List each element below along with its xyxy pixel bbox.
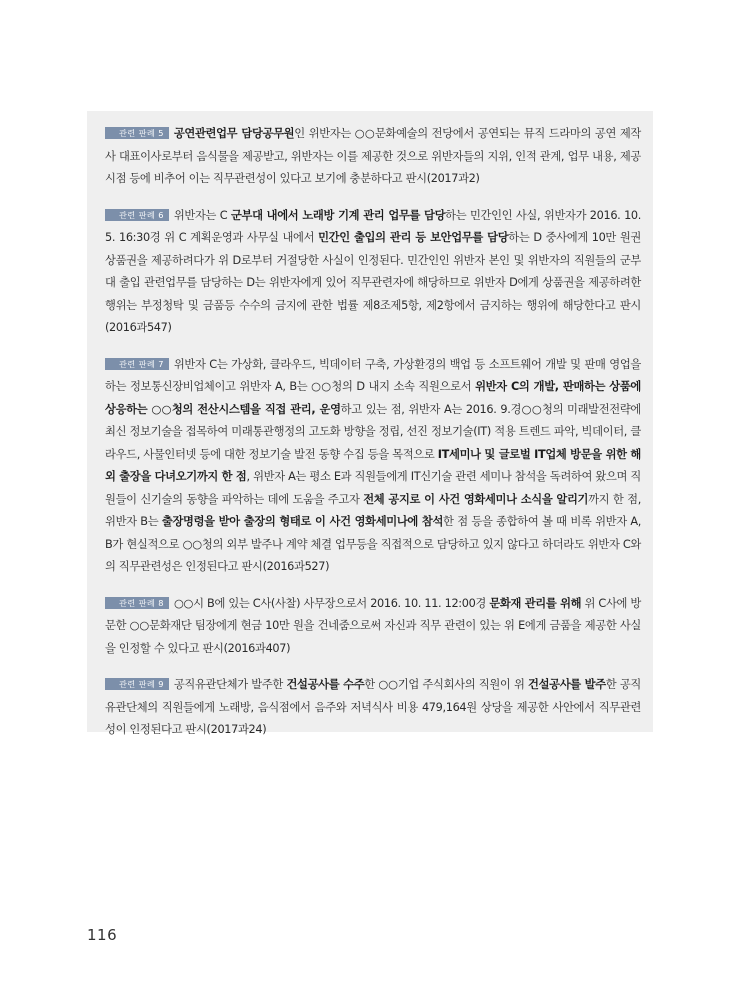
- case-text: 위 C사에 방문한 ○○문화재단 팀장에게 현금 10만 원을 건네줌으로써 자신과 직무 관련이 있는 위 E에게 금품을 제공한 사실을 인정할 수 있다고 판시(2016과407): [105, 596, 641, 655]
- case-badge: 관련 판례 5: [105, 127, 169, 139]
- case-text-bold: 전체 공지로 이 사건 영화세미나 소식을 알리기: [363, 492, 589, 506]
- case-9-text: [105, 674, 641, 742]
- case-6-text: [105, 205, 641, 340]
- case-text-bold: 민간인 출입의 관리 등 보안업무를 담당: [318, 231, 509, 244]
- case-8-text: [105, 593, 641, 661]
- case-7: [105, 354, 641, 579]
- case-badge: 관련 판례 7: [105, 358, 169, 370]
- case-text: 한 공직유관단체의 직원들에게 노래방, 음식점에서 음주와 저녁식사 비용 479,164원 상당을 제공한 사안에서 직무관련성이 인정된다고 판시(2017과24): [105, 678, 641, 736]
- case-text-bold: 건설공사를 수주: [286, 678, 365, 691]
- case-5-text: [105, 123, 641, 191]
- case-badge: 관련 판례 9: [105, 678, 169, 690]
- case-text: , 위반자 A는 평소 E과 직원들에게 IT신기술 관련 세미나 참석을 독려하여 왔으며 직원들이 신기술의 동향을 파악하는 데에 도움을 주고자: [105, 470, 641, 506]
- case-text: 위반자는 C: [173, 208, 231, 222]
- case-text: ○○시 B에 있는 C사(사찰) 사무장으로서 2016. 10. 11. 12:00경: [173, 596, 490, 610]
- case-text-bold: 출장명령을 받아 출장의 형태로 이 사건 영화세미나에 참석: [161, 515, 444, 528]
- case-text: 하는 D 중사에게 10만 원권 상품권을 제공하려다가 위 D로부터 거절당한 사실이 인정된다. 민간인인 위반자 본인 및 위반자의 직원들의 군부대 출입 관련업무를 담당하는 D는 위반자에게 있어 직무관련자에 해당하므로 위반자 D에게 상품권을 제공하려한 행위는 부정청탁 및 금품등 수수의 금지에 관한 법률 제8조제5항, 제2항에서 금지하는 행위에 해당한다고 판시(2016과547): [105, 231, 641, 334]
- case-8: [105, 593, 641, 661]
- case-text: 한 ○○기업 주식회사의 직원이 위: [364, 678, 529, 691]
- case-badge: 관련 판례 8: [105, 597, 169, 609]
- case-text-bold: 공연관련업무 담당공무원: [173, 127, 295, 140]
- case-7-text: [105, 354, 641, 579]
- case-9: [105, 674, 641, 742]
- case-text: 한 점 등을 종합하여 볼 때 비록 위반자 A, B가 현실적으로 ○○청의 외부 발주나 계약 체결 업무등을 직접적으로 담당하고 있지 않다고 하더라도 위반자 C와의 직무관련성은 인정된다고 판시(2016과527): [105, 515, 641, 573]
- case-text-bold: IT세미나 및 글로벌 IT업체 방문을 위한 해외 출장을 다녀오기까지 한 점: [105, 447, 641, 483]
- case-text: 하는 민간인인 사실, 위반자가 2016. 10. 5. 16:30경 위 C 계획운영과 사무실 내에서: [105, 208, 641, 244]
- case-text: 위반자 C는 가상화, 클라우드, 빅데이터 구축, 가상환경의 백업 등 소프트웨어 개발 및 판매 영업을 하는 정보통신장비업체이고 위반자 A, B는 ○○청의 D 내지 소속 직원으로서: [105, 357, 641, 393]
- case-examples-box: [87, 111, 653, 736]
- case-text: 공직유관단체가 발주한: [173, 678, 287, 691]
- case-text-bold: 건설공사를 발주: [528, 678, 606, 691]
- case-text: 하고 있는 점, 위반자 A는 2016. 9.경○○청의 미래발전전략에 최신 정보기술을 접목하여 미래통관행정의 고도화 방향을 정립, 선진 정보기술(IT) 적용 트렌드 파악, 빅데이터, 클라우드, 사물인터넷 등에 대한 정보기술 발전 동향 수집 등을 목적으로: [105, 402, 641, 461]
- case-text-bold: 문화재 관리를 위해: [489, 596, 582, 610]
- case-badge: 관련 판례 6: [105, 209, 169, 221]
- case-6: [105, 205, 641, 340]
- case-text-bold: 군부대 내에서 노래방 기계 관리 업무를 담당: [230, 208, 446, 222]
- case-5: [105, 123, 641, 191]
- page-number: 116: [87, 926, 118, 944]
- case-text: 까지 한 점, 위반자 B는: [105, 492, 641, 528]
- case-text-bold: 위반자 C의 개발, 판매하는 상품에 상응하는 ○○청의 전산시스템을 직접 관리, 운영: [105, 380, 641, 416]
- case-text: 인 위반자는 ○○문화예술의 전당에서 공연되는 뮤직 드라마의 공연 제작사 대표이사로부터 음식물을 제공받고, 위반자는 이를 제공한 것으로 위반자들의 지위, 인적 관계, 업무 내용, 제공시점 등에 비추어 이는 직무관련성이 있다고 보기에 충분하다고 판시(2017과2): [105, 127, 641, 185]
